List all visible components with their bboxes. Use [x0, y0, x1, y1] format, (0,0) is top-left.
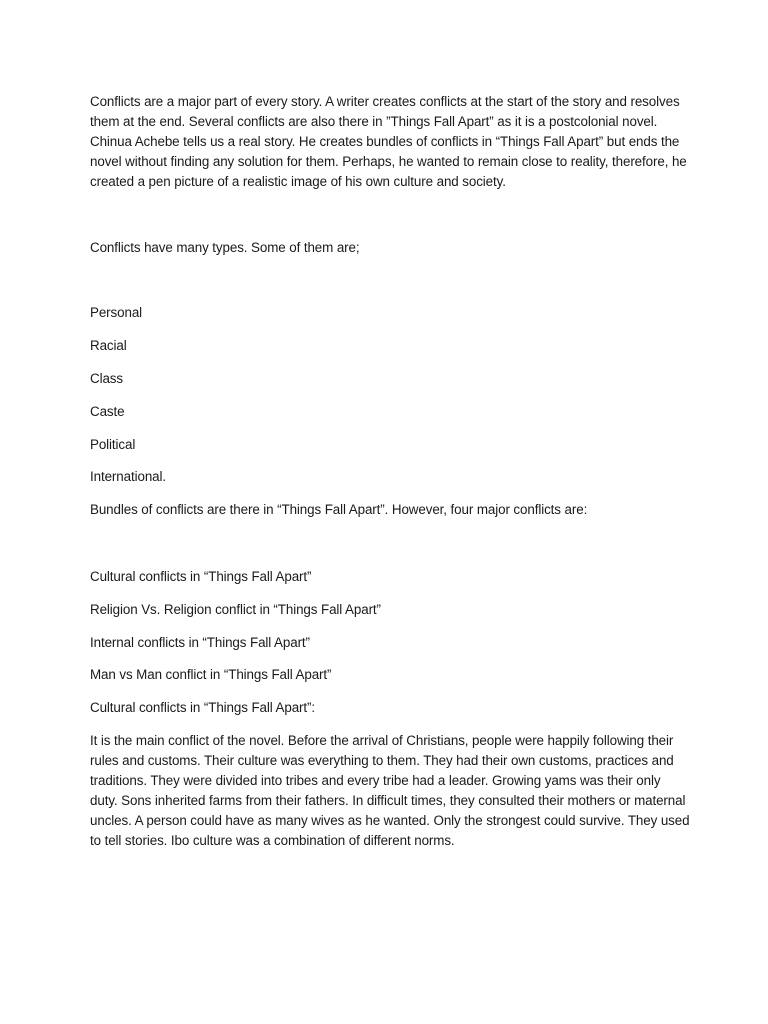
- types-intro: Conflicts have many types. Some of them are;: [90, 240, 360, 255]
- type-item-class: Class: [90, 371, 123, 386]
- type-item-international: International.: [90, 469, 167, 484]
- type-item-political: Political: [90, 437, 136, 452]
- major-conflict-religion: Religion Vs. Religion conflict in “Things Fall Apart”: [90, 602, 381, 617]
- major-conflict-man-vs-man: Man vs Man conflict in “Things Fall Apart”: [90, 667, 332, 682]
- major-conflicts-intro: Bundles of conflicts are there in “Things Fall Apart”. However, four major conflicts are:: [90, 502, 588, 517]
- type-item-personal: Personal: [90, 305, 143, 320]
- major-conflict-cultural: Cultural conflicts in “Things Fall Apart”: [90, 569, 312, 584]
- type-item-racial: Racial: [90, 338, 127, 353]
- intro-paragraph: Conflicts are a major part of every story. A writer creates conflicts at the start of the story and resolves them at the end. Several conflicts are also there in ”Things Fall Apart” as it is a postcolonial novel. Chinua Achebe tells us a real story. He creates bundles of conflicts in “Things Fall Apart” but ends the novel without finding any solution for them. Perhaps, he wanted to remain close to reality, therefore, he created a pen picture of a realistic image of his own culture and society.: [90, 94, 687, 189]
- cultural-conflicts-heading: Cultural conflicts in “Things Fall Apart”:: [90, 700, 316, 715]
- type-item-caste: Caste: [90, 404, 125, 419]
- cultural-conflicts-paragraph: It is the main conflict of the novel. Before the arrival of Christians, people were happily following their rules and customs. Their culture was everything to them. They had their own customs, practices and traditions. They were divided into tribes and every tribe had a leader. Growing yams was their only duty. Sons inherited farms from their fathers. In difficult times, they consulted their mothers or maternal uncles. A person could have as many wives as he wanted. Only the strongest could survive. They used to tell stories. Ibo culture was a combination of different norms.: [90, 733, 690, 848]
- major-conflict-internal: Internal conflicts in “Things Fall Apart”: [90, 635, 310, 650]
